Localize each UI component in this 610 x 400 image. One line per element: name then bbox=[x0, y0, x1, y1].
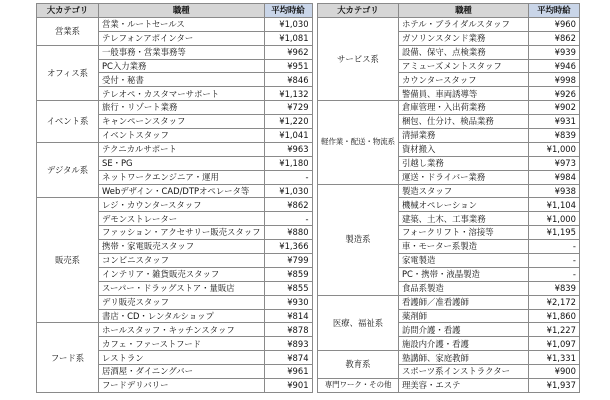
job-cell: 警備員、車両誘導等 bbox=[398, 87, 528, 101]
salary-cell: - bbox=[528, 240, 579, 254]
header-job: 職種 bbox=[99, 4, 265, 18]
category-cell: 販売系 bbox=[37, 198, 99, 323]
salary-cell: ¥1,366 bbox=[264, 240, 312, 254]
job-cell: デモンストレーター bbox=[99, 212, 265, 226]
salary-cell: ¥900 bbox=[528, 365, 579, 379]
category-cell: 教育系 bbox=[318, 351, 399, 379]
category-cell: 営業系 bbox=[37, 17, 99, 45]
table-row bbox=[37, 101, 313, 115]
salary-cell: ¥874 bbox=[264, 351, 312, 365]
salary-cell: ¥862 bbox=[264, 198, 312, 212]
salary-cell: ¥961 bbox=[264, 365, 312, 379]
job-cell: 一般事務・営業事務等 bbox=[99, 45, 265, 59]
salary-table-right bbox=[317, 3, 580, 393]
salary-cell: - bbox=[528, 267, 579, 281]
salary-cell: ¥1,180 bbox=[264, 156, 312, 170]
table-row bbox=[37, 323, 313, 337]
job-cell: ホテル・ブライダルスタッフ bbox=[398, 17, 528, 31]
table-row bbox=[37, 142, 313, 156]
salary-cell: ¥1,195 bbox=[528, 226, 579, 240]
salary-cell: ¥1,030 bbox=[264, 17, 312, 31]
job-cell: 資材搬入 bbox=[398, 142, 528, 156]
table-row bbox=[37, 45, 313, 59]
job-cell: 清掃業務 bbox=[398, 129, 528, 143]
table-row bbox=[37, 17, 313, 31]
job-cell: 建築、土木、工事業務 bbox=[398, 212, 528, 226]
salary-cell: ¥1,097 bbox=[528, 337, 579, 351]
job-cell: 訪問介護・看護 bbox=[398, 323, 528, 337]
salary-cell: - bbox=[528, 254, 579, 268]
job-cell: 倉庫管理・入出荷業務 bbox=[398, 101, 528, 115]
salary-cell: ¥862 bbox=[528, 31, 579, 45]
job-cell: 設備、保守、点検業務 bbox=[398, 45, 528, 59]
job-cell: アミューズメントスタッフ bbox=[398, 59, 528, 73]
job-cell: テクニカルサポート bbox=[99, 142, 265, 156]
category-cell: 専門ワーク・その他 bbox=[318, 379, 399, 393]
job-cell: 家電製造 bbox=[398, 254, 528, 268]
table-row bbox=[318, 101, 580, 115]
category-cell: 製造系 bbox=[318, 184, 399, 295]
salary-cell: ¥930 bbox=[264, 295, 312, 309]
category-cell: デジタル系 bbox=[37, 142, 99, 198]
salary-cell: ¥984 bbox=[528, 170, 579, 184]
job-cell: Webデザイン・CAD/DTPオペレータ等 bbox=[99, 184, 265, 198]
job-cell: ネットワークエンジニア・運用 bbox=[99, 170, 265, 184]
job-cell: テレオペ・カスタマーサポート bbox=[99, 87, 265, 101]
table-row bbox=[318, 17, 580, 31]
salary-cell: ¥946 bbox=[528, 59, 579, 73]
job-cell: 看護師／准看護師 bbox=[398, 295, 528, 309]
salary-cell: ¥1,132 bbox=[264, 87, 312, 101]
job-cell: コンビニスタッフ bbox=[99, 254, 265, 268]
salary-cell: ¥926 bbox=[528, 87, 579, 101]
salary-cell: ¥2,172 bbox=[528, 295, 579, 309]
header-category: 大カテゴリ bbox=[318, 4, 399, 18]
salary-cell: ¥855 bbox=[264, 281, 312, 295]
job-cell: PC入力業務 bbox=[99, 59, 265, 73]
salary-cell: ¥880 bbox=[264, 226, 312, 240]
salary-cell: ¥799 bbox=[264, 254, 312, 268]
job-cell: 居酒屋・ダイニングバー bbox=[99, 365, 265, 379]
job-cell: デリ販売スタッフ bbox=[99, 295, 265, 309]
job-cell: キャンペーンスタッフ bbox=[99, 115, 265, 129]
job-cell: 理美容・エステ bbox=[398, 379, 528, 393]
category-cell: フード系 bbox=[37, 323, 99, 392]
job-cell: 受付・秘書 bbox=[99, 73, 265, 87]
salary-cell: ¥962 bbox=[264, 45, 312, 59]
job-cell: 携帯・家電販売スタッフ bbox=[99, 240, 265, 254]
header-row bbox=[318, 4, 580, 18]
header-job: 職種 bbox=[398, 4, 528, 18]
salary-cell: ¥1,041 bbox=[264, 129, 312, 143]
salary-cell: ¥963 bbox=[264, 142, 312, 156]
job-cell: 製造スタッフ bbox=[398, 184, 528, 198]
table-row bbox=[318, 379, 580, 393]
category-cell: サービス系 bbox=[318, 17, 399, 100]
salary-cell: ¥1,220 bbox=[264, 115, 312, 129]
job-cell: ファッション・アクセサリー販売スタッフ bbox=[99, 226, 265, 240]
job-cell: カウンタースタッフ bbox=[398, 73, 528, 87]
job-cell: 運送・ドライバー業務 bbox=[398, 170, 528, 184]
job-cell: レストラン bbox=[99, 351, 265, 365]
salary-cell: ¥839 bbox=[528, 129, 579, 143]
salary-table-left bbox=[36, 3, 313, 393]
salary-cell: ¥939 bbox=[528, 45, 579, 59]
salary-cell: ¥1,104 bbox=[528, 198, 579, 212]
job-cell: レジ・カウンタースタッフ bbox=[99, 198, 265, 212]
salary-cell: ¥902 bbox=[528, 101, 579, 115]
salary-cell: ¥1,331 bbox=[528, 351, 579, 365]
job-cell: 塾講師、家庭教師 bbox=[398, 351, 528, 365]
table-row bbox=[318, 295, 580, 309]
job-cell: 営業・ルートセールス bbox=[99, 17, 265, 31]
salary-cell: ¥960 bbox=[528, 17, 579, 31]
job-cell: フードデリバリー bbox=[99, 379, 265, 393]
salary-cell: - bbox=[264, 212, 312, 226]
table-row bbox=[318, 184, 580, 198]
job-cell: 旅行・リゾート業務 bbox=[99, 101, 265, 115]
header-category: 大カテゴリ bbox=[37, 4, 99, 18]
job-cell: PC・携帯・液晶製造 bbox=[398, 267, 528, 281]
salary-cell: ¥846 bbox=[264, 73, 312, 87]
job-cell: 機械オペレーション bbox=[398, 198, 528, 212]
salary-cell: ¥1,937 bbox=[528, 379, 579, 393]
salary-cell: ¥814 bbox=[264, 309, 312, 323]
job-cell: ホールスタッフ・キッチンスタッフ bbox=[99, 323, 265, 337]
salary-cell: ¥998 bbox=[528, 73, 579, 87]
salary-cell: ¥893 bbox=[264, 337, 312, 351]
job-cell: カフェ・ファーストフード bbox=[99, 337, 265, 351]
header-salary: 平均時給 bbox=[528, 4, 579, 18]
job-cell: 車・モーター系製造 bbox=[398, 240, 528, 254]
job-cell: スーパー・ドラッグストア・量販店 bbox=[99, 281, 265, 295]
job-cell: 施設内介護・看護 bbox=[398, 337, 528, 351]
job-cell: 薬剤師 bbox=[398, 309, 528, 323]
job-cell: 食品系製造 bbox=[398, 281, 528, 295]
salary-cell: ¥1,030 bbox=[264, 184, 312, 198]
salary-cell: ¥729 bbox=[264, 101, 312, 115]
salary-cell: ¥1,000 bbox=[528, 142, 579, 156]
salary-cell: ¥859 bbox=[264, 267, 312, 281]
salary-cell: ¥1,000 bbox=[528, 212, 579, 226]
salary-cell: - bbox=[264, 170, 312, 184]
job-cell: 書店・CD・レンタルショップ bbox=[99, 309, 265, 323]
category-cell: 医療、福祉系 bbox=[318, 295, 399, 351]
job-cell: ガソリンスタンド業務 bbox=[398, 31, 528, 45]
salary-cell: ¥1,227 bbox=[528, 323, 579, 337]
salary-cell: ¥951 bbox=[264, 59, 312, 73]
job-cell: イベントスタッフ bbox=[99, 129, 265, 143]
job-cell: 引越し業務 bbox=[398, 156, 528, 170]
header-salary: 平均時給 bbox=[264, 4, 312, 18]
salary-cell: ¥1,860 bbox=[528, 309, 579, 323]
header-row bbox=[37, 4, 313, 18]
salary-cell: ¥839 bbox=[528, 281, 579, 295]
salary-cell: ¥878 bbox=[264, 323, 312, 337]
table-body-left bbox=[37, 17, 313, 392]
job-cell: インテリア・雑貨販売スタッフ bbox=[99, 267, 265, 281]
salary-cell: ¥901 bbox=[264, 379, 312, 393]
job-cell: SE・PG bbox=[99, 156, 265, 170]
category-cell: イベント系 bbox=[37, 101, 99, 143]
salary-cell: ¥1,081 bbox=[264, 31, 312, 45]
table-body-right bbox=[318, 17, 580, 392]
salary-cell: ¥938 bbox=[528, 184, 579, 198]
job-cell: テレフォンアポインター bbox=[99, 31, 265, 45]
salary-cell: ¥973 bbox=[528, 156, 579, 170]
job-cell: フォークリフト・溶接等 bbox=[398, 226, 528, 240]
job-cell: スポーツ系インストラクター bbox=[398, 365, 528, 379]
table-row bbox=[37, 198, 313, 212]
salary-cell: ¥931 bbox=[528, 115, 579, 129]
category-cell: 軽作業・配送・物流系 bbox=[318, 101, 399, 184]
job-cell: 梱包、仕分け、検品業務 bbox=[398, 115, 528, 129]
table-row bbox=[318, 351, 580, 365]
category-cell: オフィス系 bbox=[37, 45, 99, 101]
